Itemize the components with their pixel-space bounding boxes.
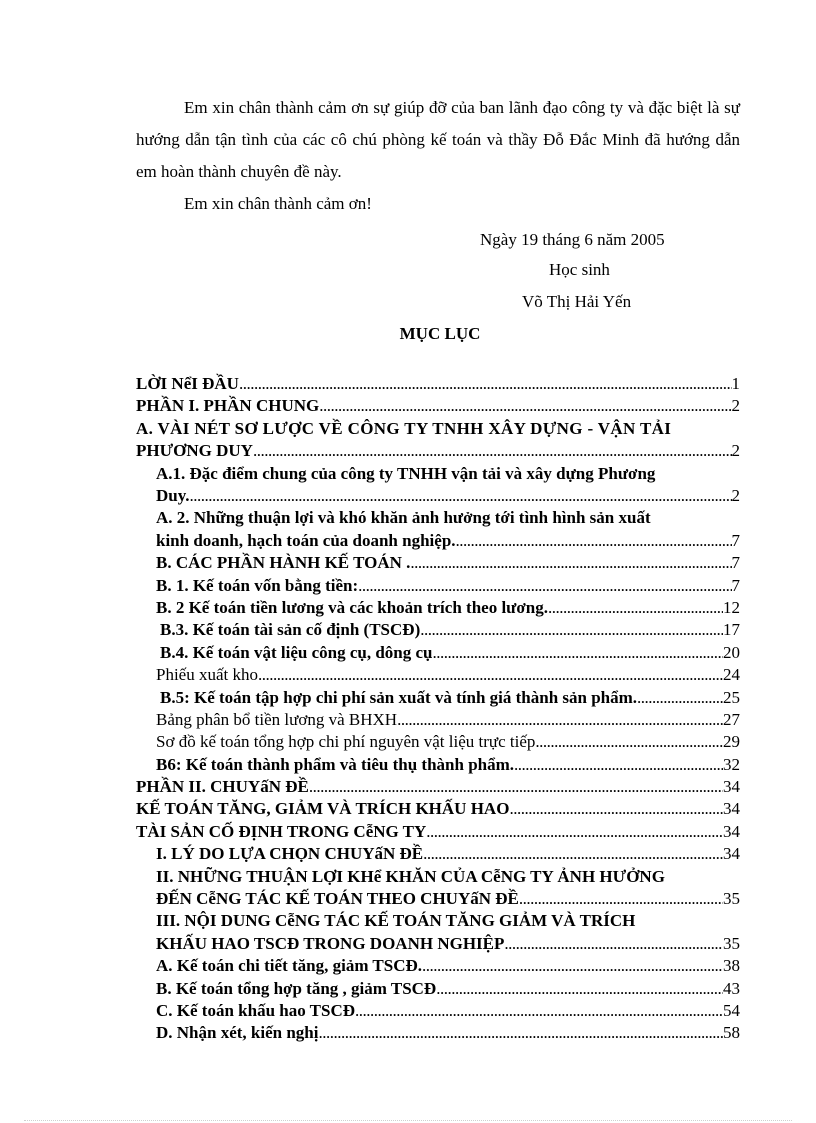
toc-entry[interactable] — [136, 373, 740, 395]
toc-page-number: 43 — [723, 978, 740, 998]
toc-leader-dots — [258, 664, 723, 686]
toc-entry-title: Sơ đồ kế toán tổng hợp chi phí nguyên vật liệu trực tiếp — [156, 732, 536, 752]
toc-page-number: 20 — [723, 642, 740, 662]
toc-page-number: 2 — [731, 396, 740, 416]
toc-leader-dots — [637, 687, 723, 709]
toc-page-number: 35 — [723, 933, 740, 953]
toc-entry[interactable] — [136, 597, 740, 619]
toc-leader-dots — [519, 888, 723, 910]
toc-entry-title: A. Kế toán chi tiết tăng, giảm TSCĐ. — [156, 956, 423, 976]
toc-leader-dots — [253, 440, 732, 462]
toc-page-number: 12 — [723, 597, 740, 617]
toc-leader-dots — [509, 798, 723, 820]
toc-entry-title: LỜI NểI ĐẦU — [136, 374, 239, 393]
toc-entry[interactable] — [136, 687, 740, 709]
toc-entry[interactable] — [136, 955, 740, 977]
toc-leader-dots — [504, 933, 723, 955]
toc-entry-title: Phiếu xuất kho — [156, 665, 258, 685]
toc-entry-title: KẾ TOÁN TĂNG, GIẢM VÀ TRÍCH KHẤU HAO — [136, 799, 510, 819]
toc-entry[interactable] — [136, 731, 740, 753]
toc-entry[interactable] — [136, 418, 740, 463]
toc-entry-title-cont: Duy. — [156, 485, 190, 505]
toc-leader-dots — [456, 530, 732, 552]
toc-entry[interactable] — [136, 843, 740, 865]
toc-entry[interactable] — [136, 821, 740, 843]
toc-entry[interactable] — [136, 1000, 740, 1022]
toc-leader-dots — [355, 1000, 723, 1022]
toc-entry-title: A. 2. Những thuận lợi và khó khăn ảnh hưởng tới tình hình sản xuất — [156, 508, 651, 528]
toc-entry-title: B.5: Kế toán tập hợp chi phí sản xuất và tính giá thành sản phẩm. — [160, 687, 638, 707]
toc-entry-title: A.1. Đặc điểm chung của công ty TNHH vận tải và xây dựng Phương — [156, 463, 656, 483]
toc-entry[interactable] — [136, 552, 740, 574]
toc-leader-dots — [358, 575, 731, 597]
toc-page-number: 38 — [723, 956, 740, 976]
thanks-line: Em xin chân thành cảm ơn! — [184, 194, 372, 213]
toc-entry[interactable] — [136, 463, 740, 508]
toc-entry[interactable] — [136, 642, 740, 664]
toc-entry-title: PHẦN I. PHẦN CHUNG — [136, 396, 320, 416]
page-bottom-divider — [24, 1120, 792, 1121]
toc-page-number: 54 — [723, 1001, 740, 1021]
toc-leader-dots — [190, 485, 732, 507]
toc-leader-dots — [514, 754, 723, 776]
toc-entry-title: C. Kế toán khấu hao TSCĐ — [156, 1001, 356, 1021]
toc-entry[interactable] — [136, 575, 740, 597]
toc-entry-title: B. 2 Kế toán tiền lương và các khoản trích theo lương. — [156, 597, 548, 617]
toc-page-number: 34 — [723, 777, 740, 797]
toc-leader-dots — [422, 955, 723, 977]
toc-page-number: 25 — [723, 687, 740, 707]
toc-entry-title: TÀI SẢN CỐ ĐỊNH TRONG CễNG TY — [136, 821, 427, 841]
toc-entry[interactable] — [136, 866, 740, 911]
toc-entry[interactable] — [136, 910, 740, 955]
toc-leader-dots — [319, 395, 731, 417]
toc-page-number: 7 — [731, 530, 740, 550]
toc-entry-title: B.4. Kế toán vật liệu công cụ, dông cụ — [160, 642, 433, 662]
toc-page-number: 35 — [723, 889, 740, 909]
toc-leader-dots — [423, 843, 723, 865]
toc-leader-dots — [397, 709, 723, 731]
toc-entry-title: A. VÀI NÉT SƠ LƯỢC VỀ CÔNG TY TNHH XÂY DỰNG - VẬN TẢI — [136, 418, 672, 438]
toc-page-number: 7 — [731, 553, 740, 573]
toc-page-number: 29 — [723, 732, 740, 752]
toc-entry-title: B6: Kế toán thành phẩm và tiêu thụ thành phẩm. — [156, 754, 515, 774]
toc-leader-dots — [420, 619, 723, 641]
toc-leader-dots — [433, 642, 724, 664]
toc-page-number: 1 — [731, 374, 740, 393]
toc-leader-dots — [535, 731, 723, 753]
toc-title: MỤC LỤC — [399, 324, 481, 343]
toc-page-number: 7 — [731, 575, 740, 595]
toc-entry-title: I. LÝ DO LỰA CHỌN CHUYấN ĐỀ — [156, 844, 424, 864]
toc-entry-title-cont: ĐẾN CễNG TÁC KẾ TOÁN THEO CHUYấN ĐỀ — [156, 889, 519, 909]
toc-entry-title: II. NHỮNG THUẬN LỢI KHể KHĂN CỦA CễNG TY ẢNH HƯỞNG — [156, 866, 665, 886]
toc-entry-title: D. Nhận xét, kiến nghị — [156, 1023, 319, 1043]
toc-entry[interactable] — [136, 978, 740, 1000]
toc-entry-title: III. NỘI DUNG CễNG TÁC KẾ TOÁN TĂNG GIẢM VÀ TRÍCH — [156, 911, 636, 931]
acknowledgement-paragraph — [136, 92, 740, 188]
toc-entry[interactable] — [136, 619, 740, 641]
toc-entry-title: B. Kế toán tổng hợp tăng , giảm TSCĐ — [156, 978, 437, 998]
toc-page-number: 17 — [723, 620, 740, 640]
toc-entry[interactable] — [136, 664, 740, 686]
toc-page-number: 34 — [723, 844, 740, 864]
toc-page-number: 34 — [723, 799, 740, 819]
toc-entry-title-cont: kinh doanh, hạch toán của doanh nghiệp. — [156, 530, 456, 550]
toc-leader-dots — [318, 1022, 723, 1044]
toc-entry-title-cont: PHƯƠNG DUY — [136, 441, 253, 461]
signature-role: Học sinh — [549, 260, 610, 279]
toc-leader-dots — [426, 821, 723, 843]
toc-page-number: 27 — [723, 709, 740, 729]
toc-entry-title: B.3. Kế toán tài sản cố định (TSCĐ) — [160, 620, 421, 640]
toc-entry-title-cont: KHẤU HAO TSCĐ TRONG DOANH NGHIỆP — [156, 933, 505, 953]
toc-entry[interactable] — [136, 754, 740, 776]
toc-page-number: 34 — [723, 821, 740, 841]
table-of-contents — [136, 373, 740, 1045]
toc-leader-dots — [410, 552, 731, 574]
toc-leader-dots — [436, 978, 723, 1000]
toc-entry-title: B. 1. Kế toán vốn bằng tiền: — [156, 575, 359, 595]
toc-leader-dots — [239, 373, 732, 395]
toc-page-number: 2 — [731, 485, 740, 505]
toc-entry-title: Bảng phân bổ tiền lương và BHXH — [156, 709, 398, 729]
toc-entry-title: B. CÁC PHẦN HÀNH KẾ TOÁN . — [156, 553, 411, 573]
toc-entry[interactable] — [136, 776, 740, 798]
signature-date: Ngày 19 tháng 6 năm 2005 — [480, 230, 665, 249]
toc-entry[interactable] — [136, 1022, 740, 1044]
toc-page-number: 2 — [731, 441, 740, 461]
toc-leader-dots — [548, 597, 723, 619]
toc-entry[interactable] — [136, 395, 740, 417]
toc-entry[interactable] — [136, 709, 740, 731]
toc-leader-dots — [309, 776, 723, 798]
toc-entry[interactable] — [136, 507, 740, 552]
acknowledgement-text: Em xin chân thành cảm ơn sự giúp đỡ của ban lãnh đạo công ty và đặc biệt là sự hướng dẫn tận tình của các cô chú phòng kế toán và thầy Đỗ Đắc Minh đã hướng dẫn em hoàn thành chuyên đề này. — [136, 98, 740, 181]
signature-name: Võ Thị Hải Yến — [522, 292, 632, 311]
toc-entry[interactable] — [136, 798, 740, 820]
toc-page-number: 58 — [723, 1023, 740, 1043]
toc-entry-title: PHẦN II. CHUYấN ĐỀ — [136, 777, 309, 797]
toc-page-number: 24 — [723, 665, 740, 685]
toc-page-number: 32 — [723, 754, 740, 774]
